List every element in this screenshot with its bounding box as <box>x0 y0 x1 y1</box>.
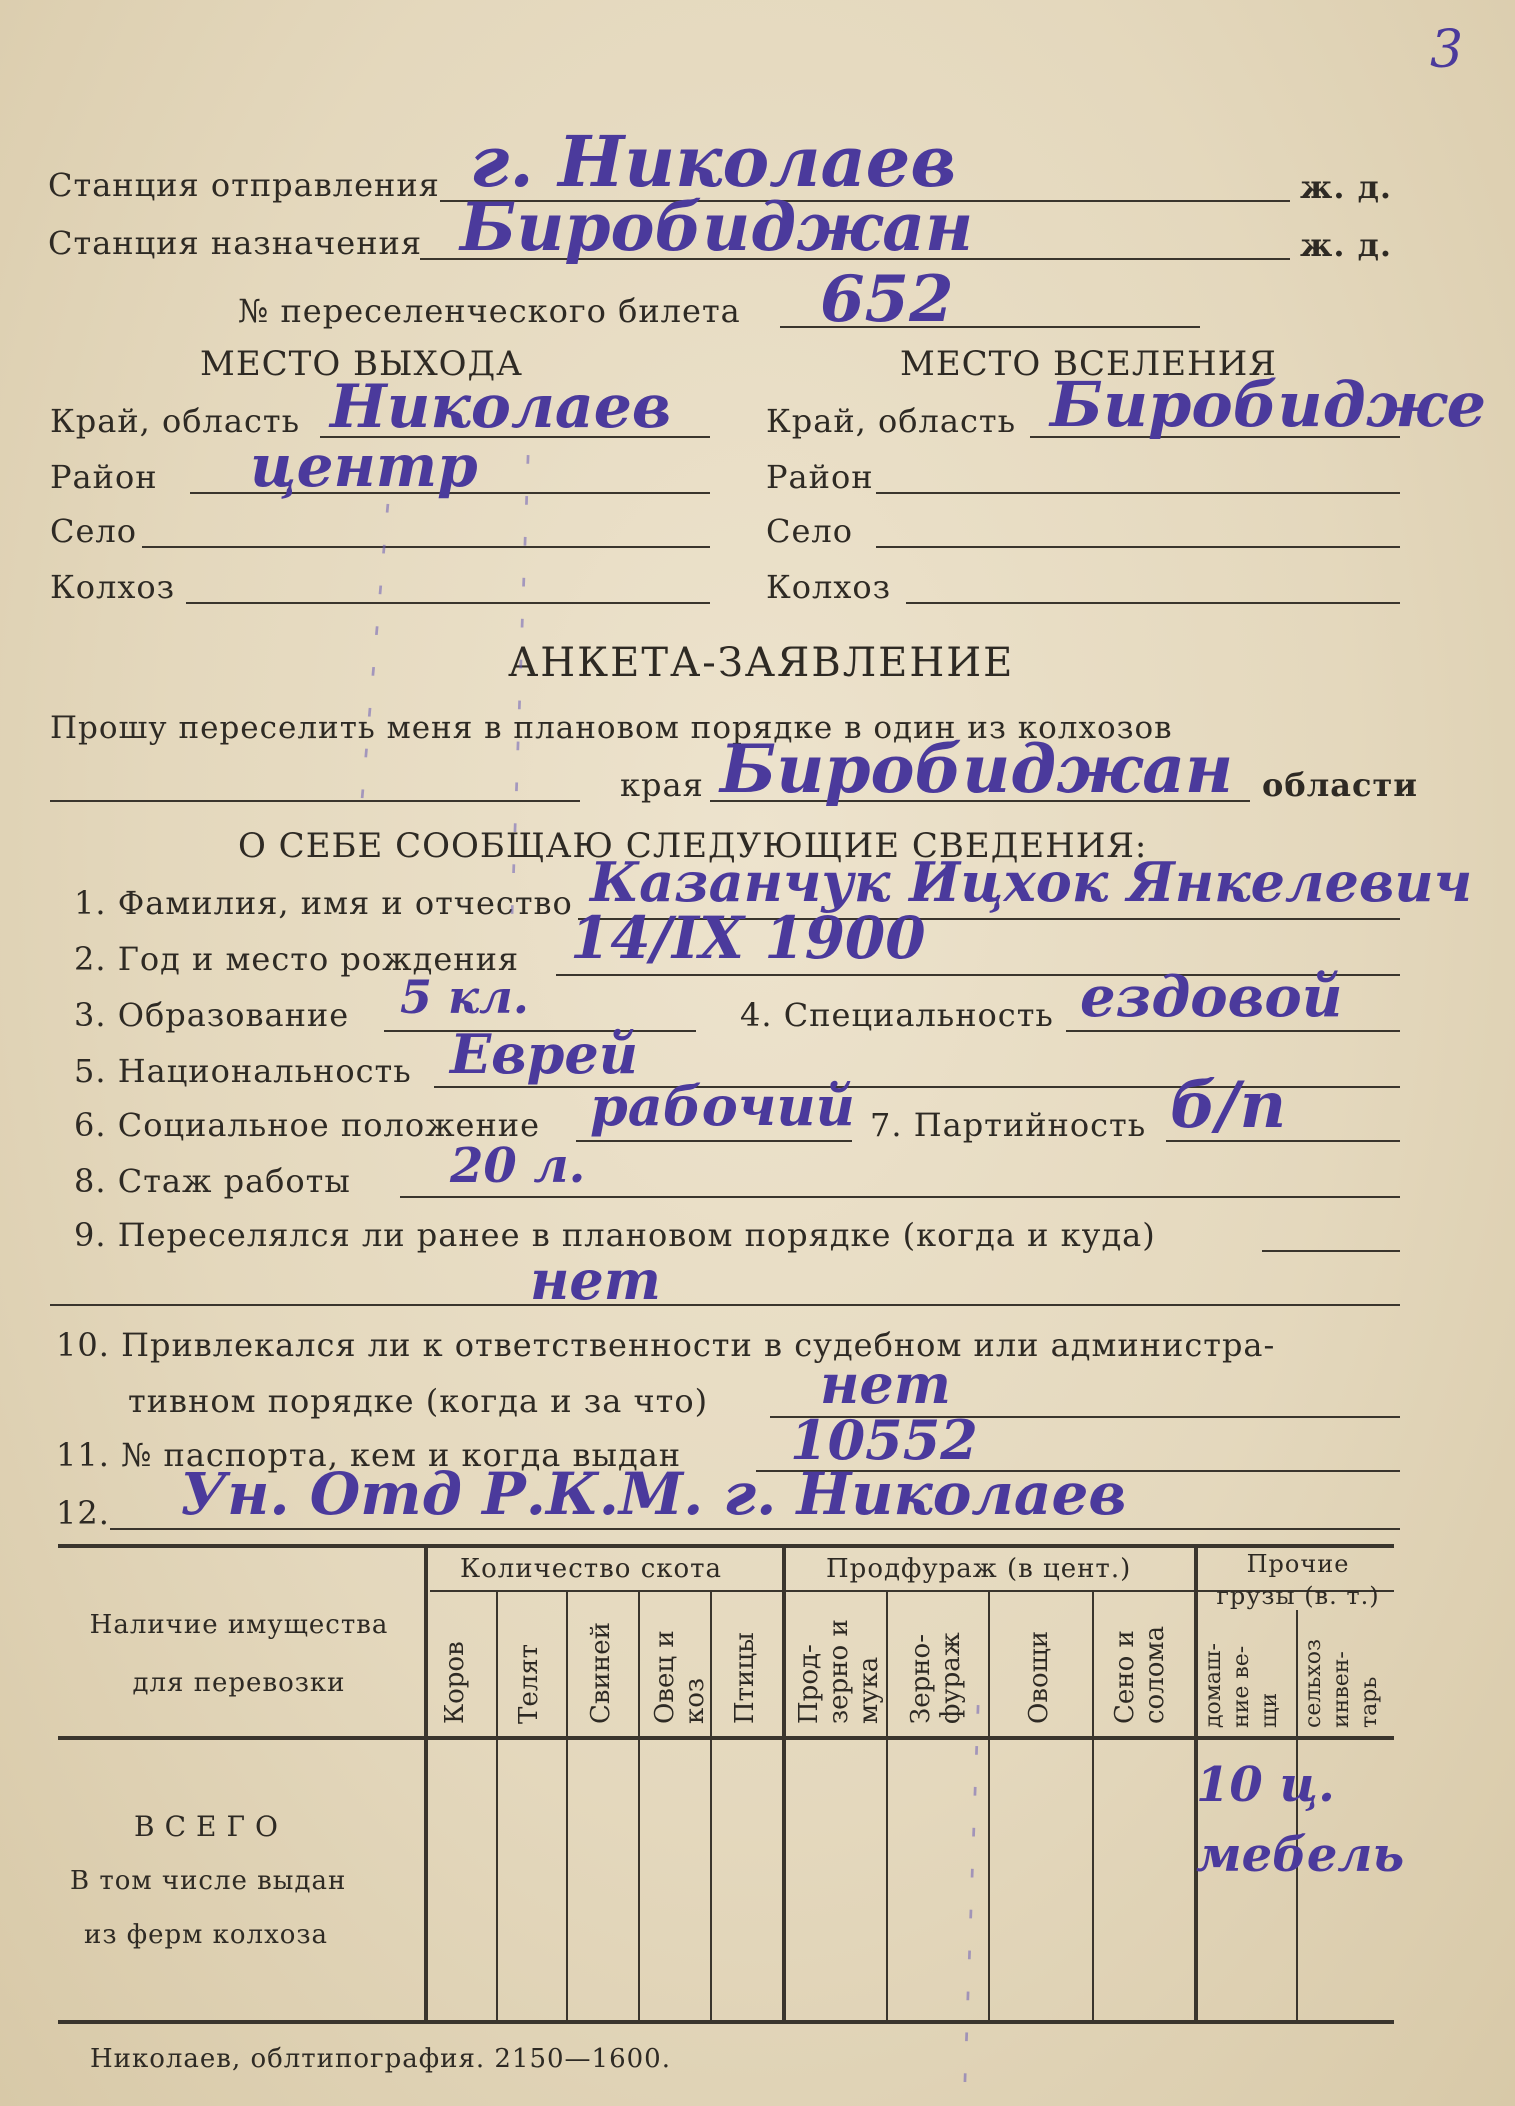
table-vline-5 <box>782 1544 786 2022</box>
field-9-value: нет <box>530 1248 661 1312</box>
col-birds: Птицы <box>730 1632 760 1724</box>
table-vline-8 <box>1092 1590 1094 2020</box>
field-6-line <box>576 1140 852 1142</box>
exit-village-label: Село <box>50 512 138 550</box>
field-4-label: 4. Специальность <box>740 996 1054 1034</box>
field-10-label-1: 10. Привлекался ли к ответственности в судебном или администра- <box>56 1326 1276 1364</box>
ticket-value: 652 <box>820 262 954 337</box>
field-8-line <box>400 1196 1400 1198</box>
col-cows: Коров <box>440 1641 470 1724</box>
table-vline-4 <box>710 1590 712 2020</box>
field-4-value: ездовой <box>1080 964 1343 1030</box>
station-departure-value: г. Николаев <box>470 120 957 203</box>
issued-label-2: из ферм колхоза <box>84 1920 329 1950</box>
field-11-value: 10552 <box>790 1408 978 1472</box>
field-6-label: 6. Социальное положение <box>74 1106 541 1144</box>
group-livestock: Количество скота <box>460 1554 723 1584</box>
settle-kolkhoz-label: Колхоз <box>766 568 892 606</box>
field-2-value: 14/IX 1900 <box>570 904 926 972</box>
settle-heading: МЕСТО ВСЕЛЕНИЯ <box>900 344 1277 384</box>
col-grain: Прод- зерно и мука <box>794 1619 884 1724</box>
field-9-line-b <box>50 1304 1400 1306</box>
footer-imprint: Николаев, облтипография. 2150—1600. <box>90 2044 671 2074</box>
col-calves: Телят <box>514 1643 544 1724</box>
exit-kolkhoz-label: Колхоз <box>50 568 176 606</box>
field-1-label: 1. Фамилия, имя и отчество <box>74 884 573 922</box>
field-10-label-2: тивном порядке (когда и за что) <box>128 1382 709 1420</box>
exit-heading: МЕСТО ВЫХОДА <box>200 344 523 384</box>
table-vline-0 <box>424 1544 428 2022</box>
settle-kolkhoz-line <box>906 602 1400 604</box>
form-title: АНКЕТА-ЗАЯВЛЕНИЕ <box>508 640 1015 686</box>
group-other: Прочие грузы (в. т.) <box>1216 1550 1380 1610</box>
field-2-label: 2. Год и место рождения <box>74 940 520 978</box>
col-tools: сельхоз инвен- тарь <box>1301 1639 1382 1728</box>
kray-value: Биробиджан <box>720 730 1234 808</box>
field-5-label: 5. Национальность <box>74 1052 412 1090</box>
col-hay: Сено и солома <box>1110 1625 1170 1724</box>
col-household: домаш- ние ве- щи <box>1201 1643 1282 1728</box>
field-5-value: Еврей <box>450 1022 638 1086</box>
request-line-1: Прошу переселить меня в плановом порядке в один из колхозов <box>50 710 1173 746</box>
field-3-label: 3. Образование <box>74 996 350 1034</box>
page-number: 3 <box>1430 20 1464 80</box>
table-vline-6 <box>886 1590 888 2020</box>
station-destination-label: Станция назначения <box>48 224 423 262</box>
col-fodder: Зерно- фураж <box>906 1632 966 1724</box>
field-3-value: 5 кл. <box>400 970 529 1024</box>
station-destination-value: Биробиджан <box>460 188 974 266</box>
issued-label-1: В том числе выдан <box>70 1866 347 1896</box>
settle-region-value: Биробидже <box>1050 368 1487 441</box>
self-heading: О СЕБЕ СООБЩАЮ СЛЕДУЮЩИЕ СВЕДЕНИЯ: <box>238 826 1148 866</box>
field-7-value: б/п <box>1170 1068 1287 1143</box>
ticket-label: № переселенческого билета <box>238 292 741 330</box>
field-1-value: Казанчук Ицхок Янкелевич <box>590 850 1473 914</box>
table-row-header: Наличие имущества для перевозки <box>89 1610 389 1698</box>
ink-stamp-mark-1: - - - - - - - - <box>343 496 410 806</box>
table-vline-1 <box>496 1590 498 2020</box>
exit-village-line <box>142 546 710 548</box>
settle-district-label: Район <box>766 458 874 496</box>
col-sheep: Овец и коз <box>650 1630 710 1724</box>
settle-village-label: Село <box>766 512 854 550</box>
settle-village-line <box>876 546 1400 548</box>
field-9-label: 9. Переселялся ли ранее в плановом порядке (когда и куда) <box>74 1216 1156 1254</box>
field-10-value: нет <box>820 1352 951 1416</box>
field-11-label: 11. № паспорта, кем и когда выдан <box>56 1436 682 1474</box>
household-value: 10 ц. мебель <box>1196 1757 1405 1883</box>
kray-label: края <box>620 766 704 804</box>
field-12-label: 12. <box>56 1494 110 1532</box>
total-label: ВСЕГО <box>134 1810 288 1843</box>
field-9-line-a <box>1262 1250 1400 1252</box>
col-veg: Овощи <box>1024 1630 1054 1724</box>
field-12-value: Ун. Отд Р.К.М. г. Николаев <box>180 1460 1127 1528</box>
ink-stamp-mark-3: - - - - - - - - - - <box>946 1698 1000 2089</box>
field-6-value: рабочий <box>590 1074 855 1138</box>
rail-suffix-1: ж. д. <box>1300 168 1393 206</box>
table-vline-3 <box>638 1590 640 2020</box>
exit-kolkhoz-line <box>186 602 710 604</box>
field-7-label: 7. Партийность <box>870 1106 1147 1144</box>
group-feed: Продфураж (в цент.) <box>826 1554 1132 1584</box>
field-8-label: 8. Стаж работы <box>74 1162 351 1200</box>
exit-district-value: центр <box>250 432 478 500</box>
col-pigs: Свиней <box>586 1622 616 1724</box>
exit-region-value: Николаев <box>330 372 672 442</box>
field-4-line <box>1066 1030 1400 1032</box>
rail-suffix-2: ж. д. <box>1300 226 1393 264</box>
station-departure-label: Станция отправления <box>48 166 440 204</box>
field-8-value: 20 л. <box>450 1138 586 1194</box>
oblast-label: области <box>1262 766 1419 804</box>
ink-stamp-mark-2: - - - - - - - - - - - - <box>493 448 550 921</box>
settle-district-line <box>876 492 1400 494</box>
field-12-line <box>110 1528 1400 1530</box>
exit-region-label: Край, область <box>50 402 300 440</box>
settle-region-label: Край, область <box>766 402 1016 440</box>
exit-district-label: Район <box>50 458 158 496</box>
table-vline-2 <box>566 1590 568 2020</box>
